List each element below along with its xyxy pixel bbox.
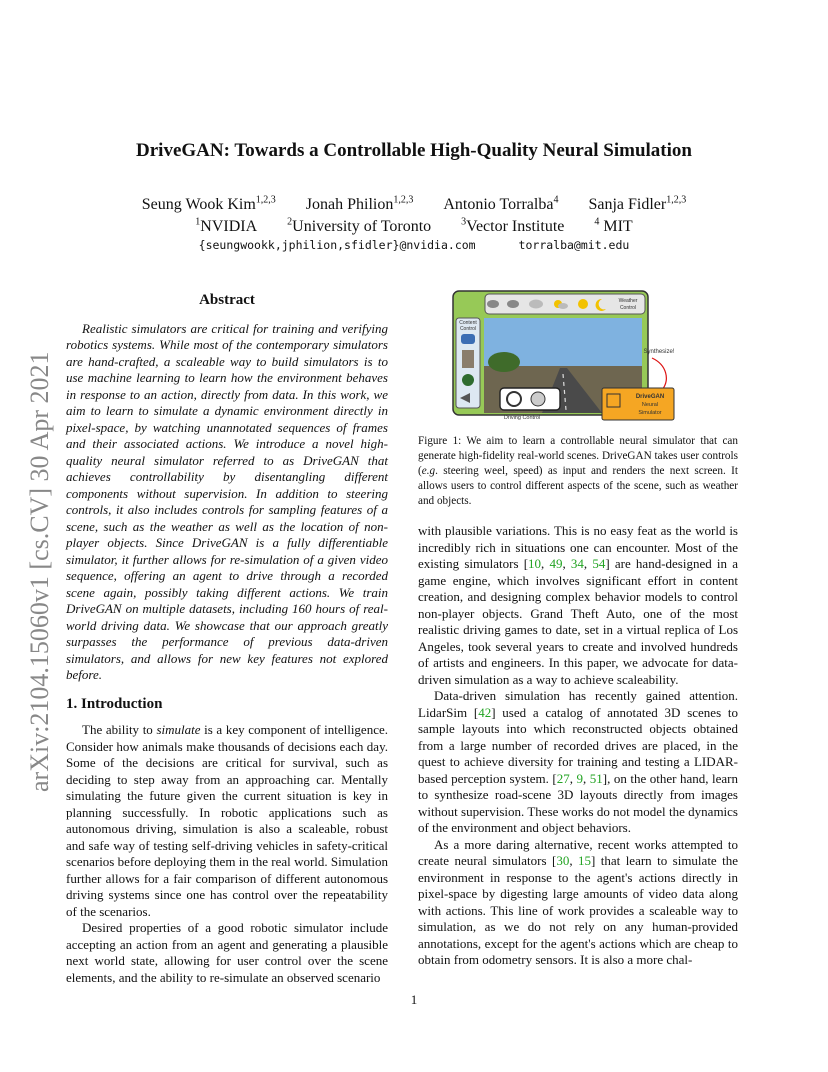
citation-link[interactable]: 51	[589, 770, 603, 786]
figure-1-illustration	[452, 290, 676, 424]
citation-link[interactable]: 27	[556, 770, 570, 786]
citation-link[interactable]: 42	[478, 704, 492, 720]
affiliation: $^4$ MIT	[594, 217, 633, 236]
author: Sanja Fidler$^{1,2,3}$	[588, 195, 687, 214]
drivegan-box-line: Neural	[641, 402, 659, 408]
arxiv-stamp-text: arXiv:2104.15060v1 [cs.CV] 30 Apr 2021	[25, 351, 54, 792]
content-control-label: Control	[459, 326, 477, 332]
building-icon	[462, 350, 474, 368]
weather-control-label: Weather	[618, 298, 638, 304]
drivegan-box-title: DriveGAN	[635, 394, 665, 400]
citation-link[interactable]: 49	[549, 556, 563, 571]
drivegan-box-line: Simulator	[638, 410, 662, 416]
author-list	[0, 195, 828, 214]
body-paragraph: Data-driven simulation has recently gained attention. LidarSim [42] used a catalog of annotated 3D scenes to sample layouts into which reconstructed objects obtained from a large number of recorded drives are placed, in the quest to achieve diversity for training and testing a LIDAR-based perception system. [27, 9, 51], on the other hand, learn to synthesize road-scene 3D layouts directly from images without supervision. These works do not model the dynamics of the environment and object behaviors.	[418, 688, 738, 835]
citation-link[interactable]: 15	[578, 853, 591, 868]
affiliation: $^2$University of Toronto	[287, 217, 432, 236]
arxiv-side-stamp	[8, 262, 66, 802]
page-number: 1	[410, 992, 418, 1007]
driving-control-panel	[500, 388, 560, 410]
citation-link[interactable]: 34	[570, 556, 584, 571]
citation-link[interactable]: 9	[576, 770, 583, 786]
abstract-text: Realistic simulators are critical for training and verifying robotics systems. While most of the contemporary simulators are hand-crafted, a scaleable way to build simulators is to use machine learning to learn how the environment behaves in response to an action, directly from data. In this work, we aim to learn to simulate a dynamic environment directly in pixel-space, by watching unannotated sequences of frames and their associated actions. We introduce a novel high-quality neural simulator referred to as DriveGAN that achieves controllability by disentangling different components without supervision. In addition to steering controls, it also includes controls for sampling features of a scene, such as the weather as well as the location of non-player objects. Since DriveGAN is a fully differentiable simulator, it further allows for re-simulation of a given video sequence, offering an agent to drive through a recorded scene again, possibly taking different actions. We train DriveGAN on multiple datasets, including 160 hours of real-world driving data. We showcase that our approach greatly surpasses the performance of previous data-driven simulators, and allows for new key features not explored before.	[66, 320, 388, 682]
abstract-heading: Abstract	[199, 292, 255, 308]
content-control-label: Content	[459, 320, 477, 326]
email: {seungwookk,jphilion,sfidler}@nvidia.com	[198, 238, 476, 252]
section-heading-introduction: 1. Introduction	[66, 695, 163, 712]
left-column	[66, 292, 388, 986]
author: Antonio Torralba$^4$	[443, 195, 559, 214]
paper-title: DriveGAN: Towards a Controllable High-Quality Neural Simulation	[136, 140, 692, 161]
citation-link[interactable]: 30	[556, 853, 570, 868]
figure-caption: Figure 1: We aim to learn a controllable neural simulator that can generate high-fidelity real-world scenes. DriveGAN takes user controls (e.g. steering weel, speed) as input and renders the next screen. It allows users to control different aspects of the scene, such as weather and objects.	[418, 435, 738, 507]
affiliation: $^1$NVIDIA	[195, 217, 258, 236]
speed-pedal-icon	[531, 392, 545, 406]
body-paragraph: with plausible variations. This is no easy feat as the world is incredibly rich in situations one can encounter. Most of the existing simulators [10, 49, 34, 54] are hand-designed in a game engine, which involves significant effort in content creation, and designing complex behavior models to control non-player objects. Grand Theft Auto, one of the most realistic driving games to date, set in a virtual replica of Los Angeles, took several years to create and involved hundreds of artists and engineers. In this paper, we advocate for data-driven simulation as a way to achieve scaleability.	[418, 523, 738, 687]
intro-paragraph: Desired properties of a good robotic simulator include accepting an action from an agent and generating a plausible next world state, allowing for user control over the scene elements, and the ability to re-simulate an observed scenario	[66, 920, 388, 985]
affiliation-list	[0, 217, 828, 236]
driving-control-label: Driving Control	[503, 415, 541, 421]
affiliation: $^3$Vector Institute	[461, 217, 565, 236]
email: torralba@mit.edu	[518, 238, 630, 252]
tree-icon	[462, 374, 474, 386]
scene-tree	[488, 352, 520, 372]
synthesize-label: Synthesize!	[643, 349, 675, 355]
citation-link[interactable]: 54	[592, 556, 606, 571]
car-icon	[461, 334, 475, 344]
weather-control-label: Control	[619, 305, 637, 311]
right-column	[418, 523, 738, 969]
email-list	[0, 238, 828, 252]
body-paragraph: As a more daring alternative, recent works attempted to create neural simulators [30, 15] that learn to simulate the environment in response to the agent's actions directly in pixel-space by digesting large amounts of video data along with actions. This line of work provides a scaleable way to simulation, as we do not rely on any human-provided annotations, except for the agent's actions which are cheap to obtain from odometry sensors. It is also a more chal-	[418, 836, 739, 967]
intro-paragraph: The ability to simulate is a key component of intelligence. Consider how animals make thousands of decisions each day. Some of the decisions are critical for survival, such as deciding to step away from an approaching car. Mentally simulating the future given the current situation is key in planning successfully. In robotic applications such as autonomous driving, simulation is also a scaleable, robust and safe way of testing self-driving vehicles in safety-critical scenarios before deploying them in the real world. Simulation further allows for a fair comparison of different autonomous driving systems since one has control over the repeatability of the scenarios.	[66, 722, 388, 919]
author: Jonah Philion$^{1,2,3}$	[305, 195, 414, 214]
citation-link[interactable]: 10	[528, 556, 542, 571]
author: Seung Wook Kim$^{1,2,3}$	[141, 195, 276, 214]
